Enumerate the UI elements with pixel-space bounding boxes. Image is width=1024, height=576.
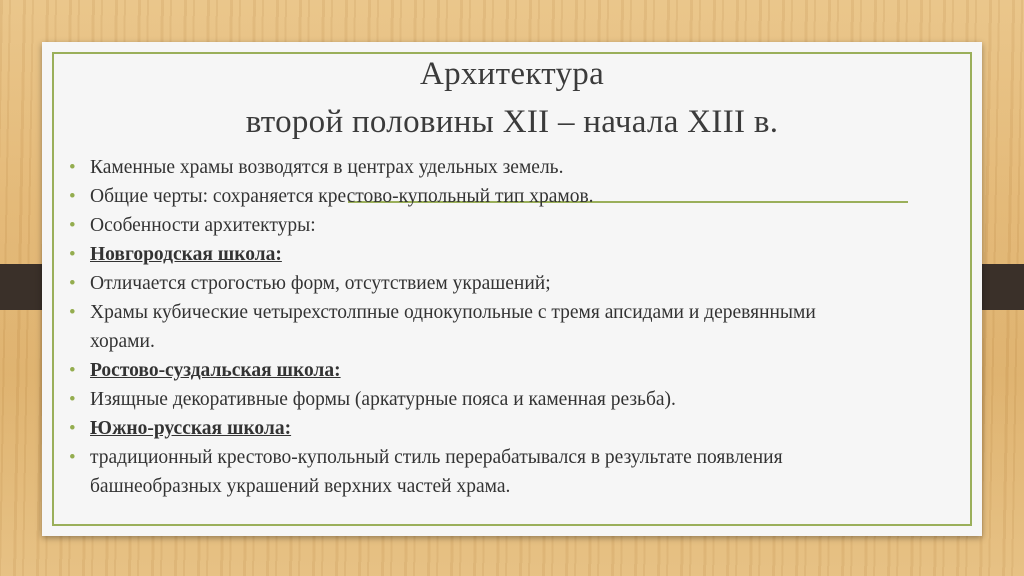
slide-title bbox=[42, 50, 982, 146]
bullet-icon: • bbox=[69, 244, 76, 265]
list-item bbox=[69, 298, 869, 356]
list-item bbox=[69, 269, 869, 298]
bullet-icon: • bbox=[69, 447, 76, 468]
rostov-suzdal-school-heading: Ростово-суздальская школа: bbox=[90, 360, 341, 381]
slide-title-line-2: второй половины XII – начала XIII в. bbox=[245, 104, 779, 140]
list-item-text: Особенности архитектуры: bbox=[90, 215, 316, 236]
list-item bbox=[69, 182, 869, 211]
novgorod-school-heading: Новгородская школа: bbox=[90, 244, 282, 265]
list-item-text: Изящные декоративные формы (аркатурные пояса и каменная резьба). bbox=[90, 389, 676, 410]
list-item-text: традиционный крестово-купольный стиль перерабатывался в результате появления башнеобразных украшений верхних частей храма. bbox=[90, 447, 783, 497]
list-item-text: Общие черты: сохраняется крестово-купольный тип храмов. bbox=[90, 186, 594, 207]
bullet-icon: • bbox=[69, 418, 76, 439]
bullet-icon: • bbox=[69, 215, 76, 236]
bullet-icon: • bbox=[69, 389, 76, 410]
bullet-list bbox=[69, 153, 869, 501]
list-item-heading bbox=[69, 414, 869, 443]
slide-card bbox=[42, 42, 982, 536]
list-item-text: Отличается строгостью форм, отсутствием украшений; bbox=[90, 273, 551, 294]
list-item-heading bbox=[69, 240, 869, 269]
slide-title-line-1: Архитектура bbox=[419, 56, 605, 92]
south-russian-school-heading: Южно-русская школа: bbox=[90, 418, 292, 439]
list-item bbox=[69, 153, 869, 182]
list-item bbox=[69, 385, 869, 414]
bullet-icon: • bbox=[69, 186, 76, 207]
list-item-heading bbox=[69, 356, 869, 385]
bullet-icon: • bbox=[69, 273, 76, 294]
list-item-text: Храмы кубические четырехстолпные однокупольные с тремя апсидами и деревянными хорами. bbox=[90, 302, 816, 352]
list-item-text: Каменные храмы возводятся в центрах удельных земель. bbox=[90, 157, 564, 178]
list-item bbox=[69, 443, 869, 501]
bullet-icon: • bbox=[69, 360, 76, 381]
bullet-icon: • bbox=[69, 157, 76, 178]
bullet-icon: • bbox=[69, 302, 76, 323]
list-item bbox=[69, 211, 869, 240]
